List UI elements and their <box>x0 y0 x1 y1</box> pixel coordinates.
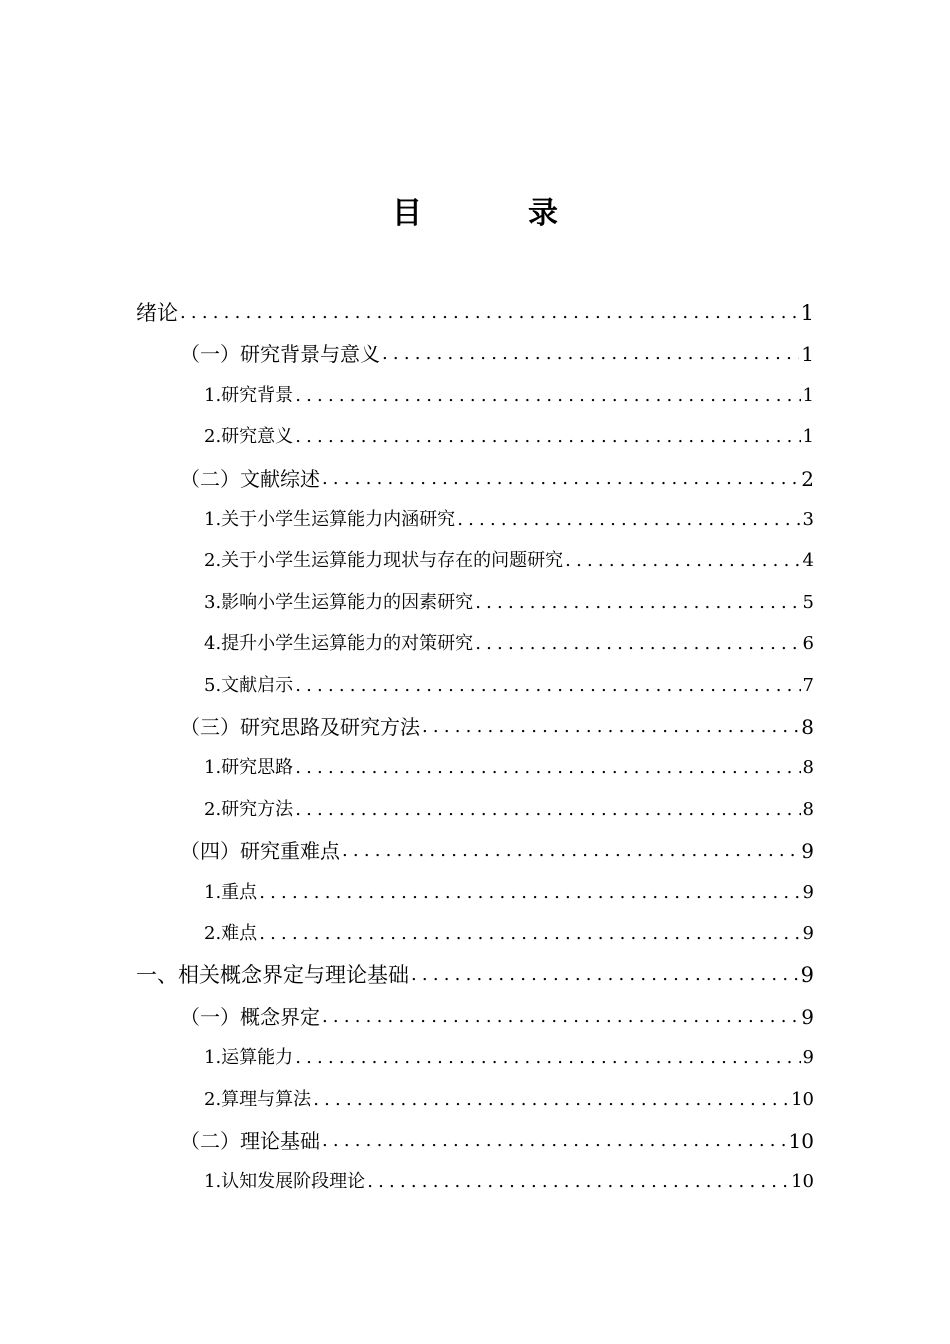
toc-page-number: 10 <box>791 1088 814 1110</box>
toc-dot-leader <box>473 590 800 616</box>
toc-entry[interactable] <box>204 617 814 657</box>
toc-dot-leader <box>178 300 799 326</box>
toc-entry-label: 一、相关概念界定与理论基础 <box>136 963 409 988</box>
toc-page-number: 8 <box>802 757 814 779</box>
toc-entry-label: 2.研究方法 <box>204 798 294 820</box>
toc-entry[interactable] <box>136 286 814 326</box>
toc-entry[interactable] <box>204 1031 814 1071</box>
toc-page-number: 1 <box>800 301 814 325</box>
toc-entry-label: 2.研究意义 <box>204 426 294 448</box>
toc-entry[interactable] <box>204 783 814 823</box>
toc-dot-leader <box>293 1045 800 1071</box>
toc-entry-label: 绪论 <box>136 301 178 325</box>
toc-page-number: 5 <box>802 591 814 613</box>
toc-dot-leader <box>340 838 799 864</box>
toc-page-number: 9 <box>801 1004 814 1029</box>
toc-entry-label: 2.算理与算法 <box>204 1088 312 1110</box>
toc-entry-label: 1.研究背景 <box>204 384 294 406</box>
toc-entry-label: 5.文献启示 <box>204 674 294 696</box>
toc-entry[interactable] <box>136 948 814 988</box>
toc-entry[interactable] <box>204 534 814 574</box>
toc-dot-leader <box>293 424 800 450</box>
toc-entry-label: （二）理论基础 <box>180 1129 320 1153</box>
toc-entry[interactable] <box>204 866 814 906</box>
toc-entry-label: 1.运算能力 <box>204 1047 294 1069</box>
toc-entry[interactable] <box>180 452 814 492</box>
toc-entry-label: 1.认知发展阶段理论 <box>204 1171 366 1193</box>
toc-page-number: 1 <box>801 342 814 367</box>
toc-entry-label: （一）概念界定 <box>180 1004 320 1029</box>
toc-dot-leader <box>293 755 800 781</box>
toc-page-number: 2 <box>801 466 814 491</box>
toc-page-number: 10 <box>791 1171 814 1193</box>
toc-page-number: 4 <box>802 550 814 572</box>
toc-dot-leader <box>293 797 800 823</box>
toc-dot-leader <box>409 962 799 988</box>
toc-page-number: 9 <box>802 1047 814 1069</box>
toc-dot-leader <box>320 466 799 492</box>
toc-entry[interactable] <box>204 741 814 781</box>
toc-dot-leader <box>257 880 800 906</box>
toc-entry[interactable] <box>180 700 814 740</box>
toc-page-number: 9 <box>800 963 814 988</box>
toc-page-number: 6 <box>802 633 814 655</box>
toc-entry[interactable] <box>180 990 814 1030</box>
toc-dot-leader <box>320 1128 787 1154</box>
toc-page-number: 1 <box>802 426 814 448</box>
toc-entry[interactable] <box>204 1073 814 1113</box>
toc-page-number: 10 <box>788 1129 814 1153</box>
toc-page-number: 9 <box>802 923 814 944</box>
toc-entry-label: （二）文献综述 <box>180 466 320 491</box>
toc-dot-leader <box>473 631 800 657</box>
toc-page-number: 9 <box>802 881 814 903</box>
toc-dot-leader <box>563 548 800 574</box>
toc-entry-label: 4.提升小学生运算能力的对策研究 <box>204 633 474 655</box>
toc-entry[interactable] <box>204 369 814 409</box>
toc-page-number: 8 <box>801 715 814 739</box>
toc-dot-leader <box>311 1087 789 1113</box>
toc-entry-label: 1.重点 <box>204 881 258 903</box>
toc-entry[interactable] <box>180 327 814 367</box>
toc-entry[interactable] <box>204 493 814 533</box>
toc-page-number: 7 <box>802 674 814 696</box>
toc-entry[interactable] <box>204 576 814 616</box>
toc-dot-leader <box>293 383 800 409</box>
toc-entry-label: 2.难点 <box>204 923 258 944</box>
toc-entry-label: （四）研究重难点 <box>180 839 340 864</box>
toc-entry[interactable] <box>204 410 814 450</box>
toc-entry[interactable] <box>204 1155 814 1195</box>
toc-title: 目 录 <box>392 196 596 231</box>
toc-page-number: 3 <box>802 509 814 530</box>
toc-entry-label: 1.研究思路 <box>204 757 294 779</box>
toc-dot-leader <box>320 1004 799 1030</box>
toc-entry-label: （三）研究思路及研究方法 <box>180 715 420 739</box>
toc-entry[interactable] <box>180 1114 814 1154</box>
toc-dot-leader <box>257 921 800 947</box>
toc-entry-label: 3.影响小学生运算能力的因素研究 <box>204 591 474 613</box>
toc-dot-leader <box>293 673 800 699</box>
toc-page-number: 9 <box>801 839 814 864</box>
toc-dot-leader <box>455 507 800 533</box>
toc-entry[interactable] <box>204 659 814 699</box>
toc-page-number: 8 <box>802 798 814 820</box>
toc-dot-leader <box>365 1169 789 1195</box>
toc-entry[interactable] <box>204 907 814 947</box>
toc-entry-label: （一）研究背景与意义 <box>180 342 380 367</box>
toc-page-number: 1 <box>802 384 814 406</box>
toc-dot-leader <box>420 714 799 740</box>
toc-entry-label: 2.关于小学生运算能力现状与存在的问题研究 <box>204 550 564 572</box>
toc-entry[interactable] <box>180 824 814 864</box>
toc-dot-leader <box>380 341 799 367</box>
toc-entry-label: 1.关于小学生运算能力内涵研究 <box>204 509 456 530</box>
